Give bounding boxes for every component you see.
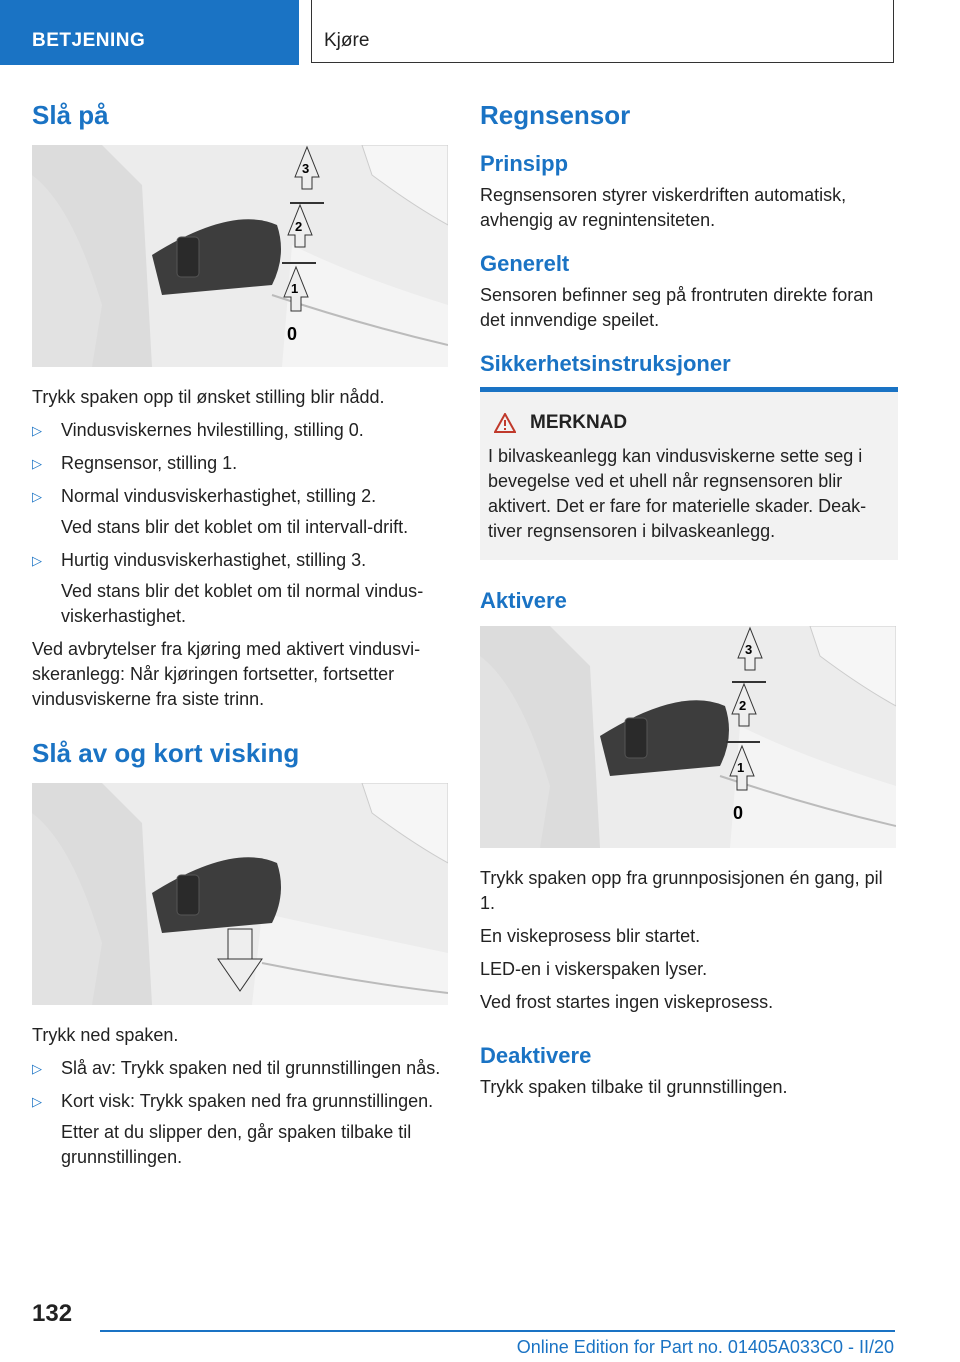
triangle-bullet-icon: ▷ xyxy=(32,1094,42,1109)
page-number: 132 xyxy=(32,1300,73,1327)
list-item: ▷ Regnsensor, stilling 1. xyxy=(32,451,450,476)
activate-instruction: Trykk spaken opp fra grunnposisjonen én gang, pil 1. xyxy=(480,868,883,913)
wiper-lever-up-illustration xyxy=(32,145,448,367)
header-section-tab xyxy=(0,0,299,65)
header-section-title: BETJENING xyxy=(32,30,146,51)
triangle-bullet-icon: ▷ xyxy=(32,423,42,438)
activate-result: En viskeprosess blir startet. xyxy=(480,926,701,946)
triangle-bullet-icon: ▷ xyxy=(32,1061,42,1076)
principle-text: Regnsensoren styrer viskerdriften automatisk, avhengig av regnintensiteten. xyxy=(480,185,847,230)
svg-text:3: 3 xyxy=(302,161,310,176)
wiper-lever-down-illustration xyxy=(32,783,448,1005)
warning-text: I bilvaskeanlegg kan vindusviskerne sette seg i bevegelse ved et uhell når regnsensoren blir aktivert. Det er fare for materielle skader. Deaktiver regnsensoren i bilvaskeanlegg. xyxy=(488,446,867,541)
heading-sla-pa: Slå på xyxy=(32,100,109,130)
list-item: ▷ Slå av: Trykk spaken ned til grunnstillingen nås. xyxy=(32,1056,450,1081)
heading-aktivere: Aktivere xyxy=(480,588,567,613)
header-chapter-box xyxy=(311,0,894,63)
list-item: ▷ Kort visk: Trykk spaken ned fra grunnstillingen. Etter at du slipper den, går spaken tilbake til grunnstillingen. xyxy=(32,1091,434,1167)
position-list xyxy=(32,418,450,629)
heading-generelt: Generelt xyxy=(480,251,570,276)
svg-text:0: 0 xyxy=(733,803,744,823)
heading-sikkerhet: Sikkerhetsinstruksjoner xyxy=(480,351,731,376)
heading-sla-av: Slå av og kort visking xyxy=(32,738,300,768)
svg-text:1: 1 xyxy=(291,281,299,296)
heading-regnsensor: Regnsensor xyxy=(480,100,631,130)
svg-text:2: 2 xyxy=(739,698,747,713)
instruction-push-up: Trykk spaken opp til ønsket stilling blir nådd. xyxy=(32,387,385,407)
svg-text:2: 2 xyxy=(295,219,303,234)
list-item: ▷ Vindusviskernes hvilestilling, stilling 0. xyxy=(32,418,450,443)
svg-text:3: 3 xyxy=(745,642,753,657)
wiper-lever-activate-illustration xyxy=(480,626,896,848)
interruption-note: Ved avbrytelser fra kjøring med aktivert vindusviskeranlegg: Når kjøringen fortsetter, fortsetter vindusviskerne fra siste trinn. xyxy=(32,639,421,709)
general-text: Sensoren befinner seg på frontruten direkte foran det innvendige speilet. xyxy=(480,285,874,330)
activate-led: LED-en i viskerspaken lyser. xyxy=(480,959,708,979)
left-column xyxy=(32,100,450,1178)
triangle-bullet-icon: ▷ xyxy=(32,553,42,568)
footer-edition: Online Edition for Part no. 01405A033C0 - II/20 xyxy=(516,1337,894,1357)
warning-box xyxy=(480,387,898,560)
warning-title: MERKNAD xyxy=(530,412,628,433)
heading-deaktivere: Deaktivere xyxy=(480,1043,592,1068)
instruction-push-down: Trykk ned spaken. xyxy=(32,1025,179,1045)
warning-triangle-icon xyxy=(494,413,516,433)
deactivate-text: Trykk spaken tilbake til grunnstillingen. xyxy=(480,1077,788,1097)
triangle-bullet-icon: ▷ xyxy=(32,489,42,504)
triangle-bullet-icon: ▷ xyxy=(32,456,42,471)
off-list xyxy=(32,1056,450,1170)
header-chapter-title: Kjøre xyxy=(324,30,370,51)
list-item: ▷ Normal vindusviskerhastighet, stilling 2. Ved stans blir det koblet om til intervall-drift. xyxy=(32,486,409,537)
list-item: ▷ Hurtig vindusviskerhastighet, stilling 3. Ved stans blir det koblet om til normal vindusviskerhastighet. xyxy=(32,550,424,626)
svg-text:1: 1 xyxy=(737,760,745,775)
footer-rule xyxy=(100,1330,895,1332)
right-column xyxy=(480,100,898,1108)
svg-text:0: 0 xyxy=(287,324,298,344)
heading-prinsipp: Prinsipp xyxy=(480,151,569,176)
activate-frost: Ved frost startes ingen viskeprosess. xyxy=(480,992,774,1012)
